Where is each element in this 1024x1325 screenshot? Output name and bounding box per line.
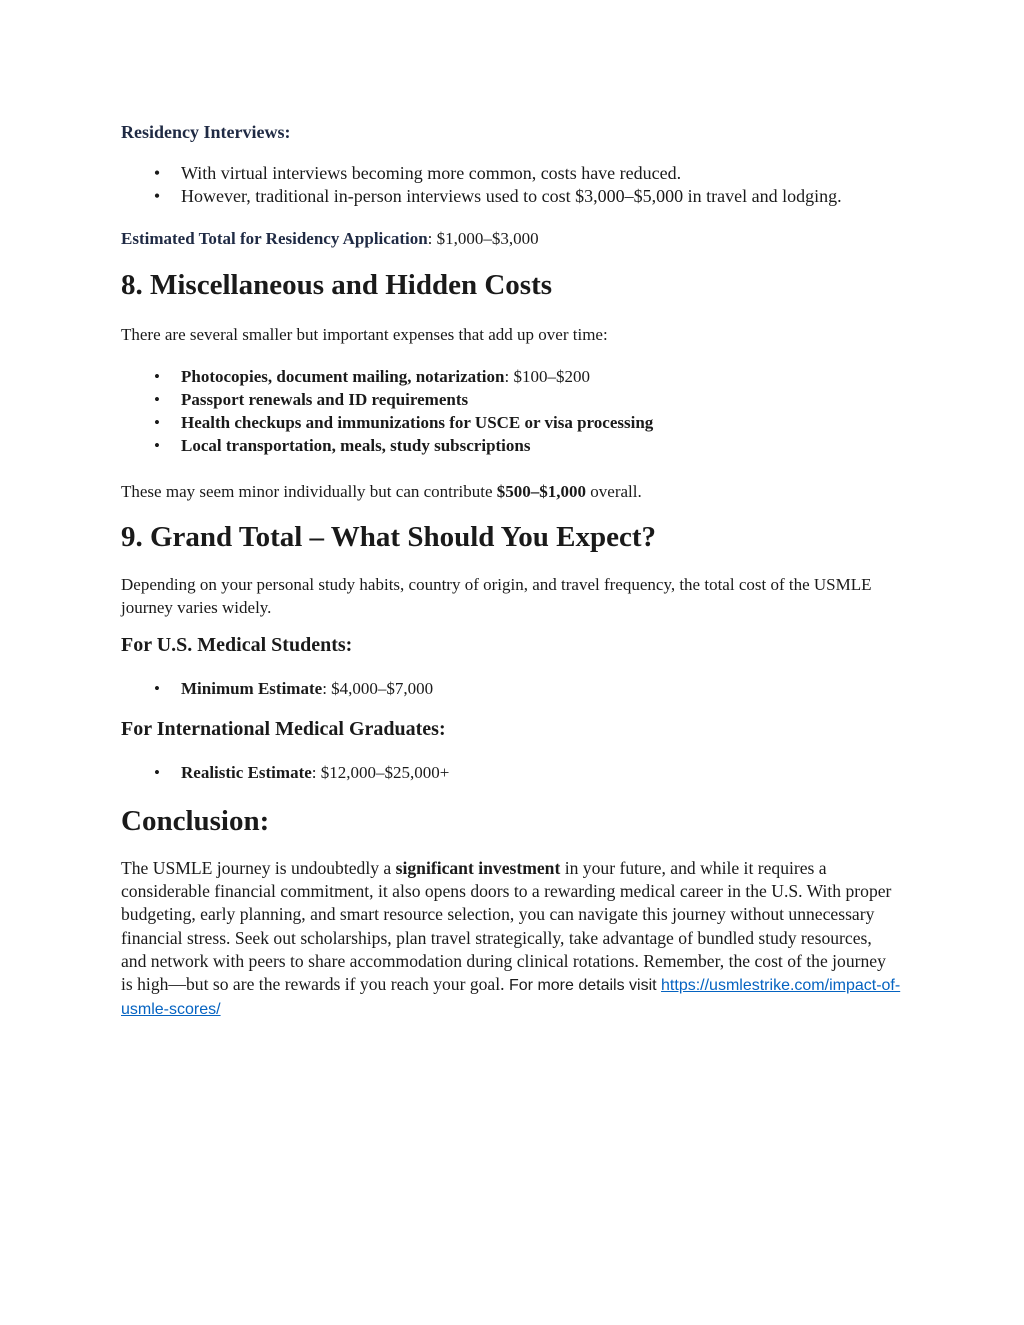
conclusion-heading: Conclusion:: [121, 805, 270, 837]
grand-total-intro: Depending on your personal study habits, country of origin, and travel frequency, the total cost of the USMLE journey varies widely.: [121, 575, 872, 617]
bullet-icon: •: [154, 367, 160, 386]
us-students-heading: For U.S. Medical Students:: [121, 634, 353, 656]
img-heading: For International Medical Graduates:: [121, 718, 446, 740]
list-item: • Photocopies, document mailing, notarization: $100–$200: [181, 365, 901, 388]
list-item: • With virtual interviews becoming more common, costs have reduced.: [181, 162, 901, 185]
residency-interviews-heading: Residency Interviews:: [121, 122, 291, 142]
grand-total-heading: 9. Grand Total – What Should You Expect?: [121, 521, 657, 553]
bullet-icon: •: [153, 186, 161, 206]
bullet-icon: •: [154, 679, 160, 698]
img-bullet-list: [121, 761, 901, 784]
bullet-icon: •: [154, 763, 160, 782]
residency-total: Estimated Total for Residency Application: $1,000–$3,000: [121, 229, 539, 248]
list-item: • Minimum Estimate: $4,000–$7,000: [181, 677, 901, 700]
bullet-icon: •: [154, 413, 160, 432]
list-item: • However, traditional in-person interviews used to cost $3,000–$5,000 in travel and lodging.: [181, 185, 901, 208]
conclusion-paragraph: The USMLE journey is undoubtedly a significant investment in your future, and while it requires a considerable financial commitment, it also opens doors to a rewarding medical career in the U.S. With proper budgeting, early planning, and smart resource selection, you can navigate this journey without unnecessary financial stress. Seek out scholarships, plan travel strategically, take advantage of bundled study resources, and network with peers to share accommodation during clinical rotations. Remember, the cost of the journey is high—but so are the rewards if you reach your goal. For more details visit https://usmlestrike.com/impact-of-usmle-scores/: [121, 858, 901, 1019]
misc-summary: These may seem minor individually but can contribute $500–$1,000 overall.: [121, 482, 642, 501]
misc-intro: There are several smaller but important expenses that add up over time:: [121, 325, 608, 344]
misc-heading: 8. Miscellaneous and Hidden Costs: [121, 269, 553, 301]
list-item: • Local transportation, meals, study subscriptions: [181, 434, 901, 457]
us-bullet-list: [121, 677, 901, 700]
list-item: • Realistic Estimate: $12,000–$25,000+: [181, 761, 901, 784]
bullet-icon: •: [154, 436, 160, 455]
list-item: • Passport renewals and ID requirements: [181, 388, 901, 411]
list-item: • Health checkups and immunizations for USCE or visa processing: [181, 411, 901, 434]
usmlestrike-link[interactable]: https://usmlestrike.com/impact-of-usmle-scores/: [121, 977, 901, 1019]
misc-bullet-list: [121, 365, 901, 457]
bullet-icon: •: [153, 163, 161, 183]
document-page: [121, 121, 901, 1021]
bullet-icon: •: [154, 390, 160, 409]
residency-bullet-list: [121, 162, 901, 208]
